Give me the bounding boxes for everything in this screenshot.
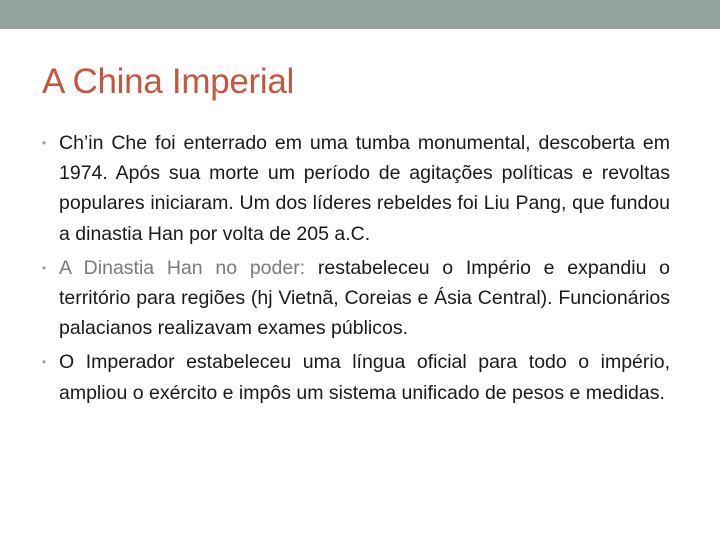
bullet-highlight-text: A Dinastia Han no poder: [59,256,306,279]
bullet-text: Ch’in Che foi enterrado em uma tumba monumental, descoberta em 1974. Após sua morte um período de agitações políticas e revoltas populares iniciaram. Um dos líderes rebeldes foi Liu Pang, que fundou a dinastia Han por volta de 205 a.C. [59,132,670,245]
bullet-item-2 [42,253,670,344]
top-accent-bar [0,0,720,29]
bullet-marker-icon: • [42,260,47,275]
slide-title: A China Imperial [42,62,294,101]
bullet-list [42,128,670,408]
bullet-item-1 [42,128,670,249]
bullet-marker-icon: • [42,136,47,150]
bullet-marker-icon: • [42,355,47,370]
bullet-text: restabeleceu o Império e expandiu o território para regiões (hj Vietnã, Coreias e Ásia Central). Funcionários palacianos realizavam exames públicos. [59,256,671,340]
bullet-item-3 [42,347,670,407]
bullet-text: O Imperador estabeleceu uma língua oficial para todo o império, ampliou o exército e impôs um sistema unificado de pesos e medidas. [59,351,670,404]
